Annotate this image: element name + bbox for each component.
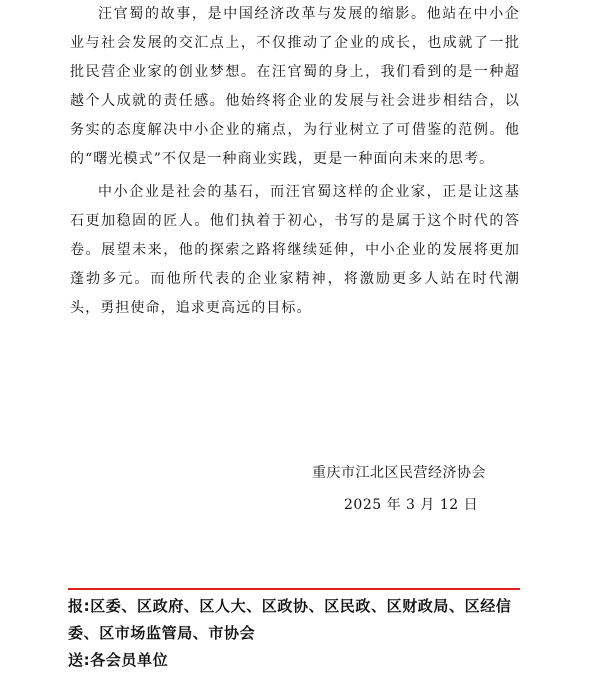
paragraph-2: 中小企业是社会的基石，而汪官蜀这样的企业家，正是让这基石更加稳固的匠人。他们执着于初心，书写的是属于这个时代的答卷。展望未来，他的探索之路将继续延伸，中小企业的发展将更加蓬勃多元。而他所代表的企业家精神，将激励更多人站在时代潮头，勇担使命，追求更高远的目标。 <box>70 184 520 316</box>
body-text <box>70 0 520 323</box>
send-to-line: 送:各会员单位 <box>68 651 169 669</box>
signature-organization: 重庆市江北区民营经济协会 <box>312 465 486 481</box>
distribution-block <box>68 593 524 674</box>
signature-date: 2025 年 3 月 12 日 <box>344 497 479 513</box>
report-to-line: 报:区委、区政府、区人大、区政协、区民政、区财政局、区经信委、区市场监管局、市协会 <box>68 597 512 642</box>
paragraph-1: 汪官蜀的故事，是中国经济改革与发展的缩影。他站在中小企业与社会发展的交汇点上，不仅推动了企业的成长，也成就了一批批民营企业家的创业梦想。在汪官蜀的身上，我们看到的是一种超越个人成就的责任感。他始终将企业的发展与社会进步相结合，以务实的态度解决中小企业的痛点，为行业树立了可借鉴的范例。他的“曙光模式”不仅是一种商业实践，更是一种面向未来的思考。 <box>70 6 520 167</box>
red-divider-line <box>68 588 520 590</box>
